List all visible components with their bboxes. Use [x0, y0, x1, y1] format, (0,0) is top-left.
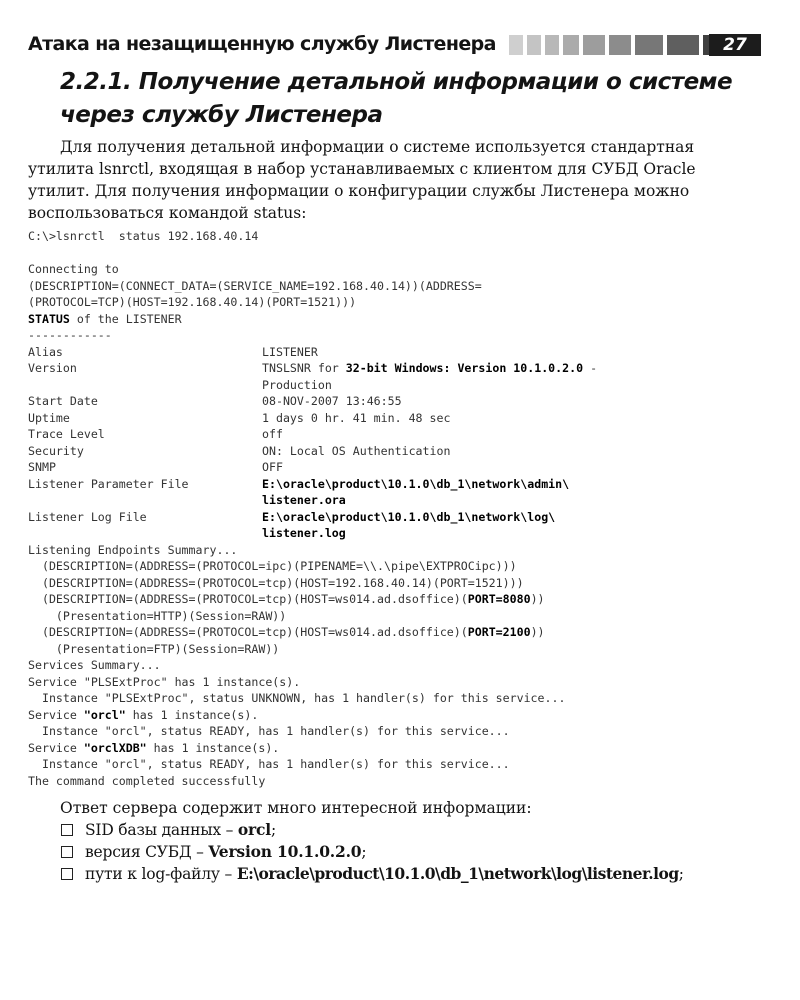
- code-key: Listener Log File: [28, 509, 147, 524]
- code-value: listener.ora: [262, 493, 346, 507]
- paragraph-line: утилита lsnrctl, входящая в набор устанавливаемых с клиентом для СУБД Oracle: [28, 160, 696, 178]
- code-line: (Presentation=FTP)(Session=RAW)): [28, 641, 280, 656]
- header-bar: [635, 35, 663, 55]
- code-value: E:\oracle\product\10.1.0\db_1\network\log\: [262, 509, 556, 524]
- code-value: OFF: [262, 460, 283, 474]
- code-text: Service: [28, 740, 84, 755]
- code-text: has 1 instance(s).: [146, 740, 280, 755]
- code-key: Trace Level: [28, 427, 105, 441]
- code-value: E:\oracle\product\10.1.0\db_1\network\admin\: [262, 476, 570, 491]
- code-value: listener.log: [262, 526, 346, 540]
- code-line: The command completed successfully: [28, 773, 266, 788]
- header-bar: [527, 35, 541, 55]
- code-text: TNSLSNR for: [262, 361, 346, 375]
- code-text: )): [530, 592, 545, 606]
- code-text: )): [530, 625, 545, 639]
- code-line: [28, 707, 728, 724]
- code-kv-line: [28, 377, 728, 394]
- code-value: LISTENER: [262, 344, 318, 359]
- code-key: Alias: [28, 344, 63, 359]
- code-value: [262, 360, 597, 377]
- code-text: Service: [28, 707, 84, 722]
- code-line: C:\>lsnrctl status 192.168.40.14: [28, 229, 259, 243]
- code-bold: "orclXDB": [83, 740, 147, 755]
- code-line: (DESCRIPTION=(ADDRESS=(PROTOCOL=tcp)(HOST=192.168.40.14)(PORT=1521))): [28, 575, 524, 590]
- code-kv-line: [28, 426, 728, 443]
- code-kv-line: [28, 525, 728, 542]
- header-bar: [509, 35, 523, 55]
- outro-paragraph: [60, 797, 750, 885]
- paragraph-line: утилит. Для получения информации о конфигурации службы Листенера можно: [28, 182, 690, 200]
- code-value: off: [262, 427, 283, 441]
- code-value: Production: [262, 377, 332, 392]
- code-value: ON: Local OS Authentication: [262, 443, 451, 458]
- section-heading: [60, 66, 760, 132]
- code-text: (DESCRIPTION=(ADDRESS=(PROTOCOL=tcp)(HOST=ws014.ad.dsoffice)(: [28, 592, 468, 606]
- paragraph-line: Для получения детальной информации о системе используется стандартная: [60, 138, 695, 156]
- checkbox-bullet-icon: [61, 846, 73, 858]
- bullet-text: ;: [270, 821, 276, 839]
- code-key: Security: [28, 443, 84, 458]
- code-line: (DESCRIPTION=(ADDRESS=(PROTOCOL=ipc)(PIPENAME=\\.\pipe\EXTPROCipc))): [28, 559, 517, 573]
- bullet-text: ;: [678, 865, 684, 883]
- code-value: 1 days 0 hr. 41 min. 48 sec: [262, 410, 451, 425]
- code-line: Connecting to: [28, 262, 119, 276]
- bullet-item: [60, 863, 750, 885]
- bullet-bold: orcl: [237, 820, 271, 839]
- code-bold: PORT=2100: [467, 625, 531, 639]
- bullet-text: пути к log-файлу –: [85, 865, 237, 883]
- section-heading-line: через службу Листенера: [60, 102, 383, 128]
- code-line: Instance "PLSExtProc", status UNKNOWN, has 1 handler(s) for this service...: [28, 691, 566, 705]
- bullet-bold: E:\oracle\product\10.1.0\db_1\network\log\listener.log: [236, 864, 679, 883]
- code-kv-line: [28, 492, 728, 509]
- code-line: Listening Endpoints Summary...: [28, 542, 238, 557]
- code-blank-line: [28, 245, 728, 262]
- code-kv-line: [28, 443, 728, 460]
- code-bold: STATUS: [28, 311, 70, 326]
- code-key: SNMP: [28, 460, 56, 474]
- header-bar: [667, 35, 699, 55]
- code-key: Listener Parameter File: [28, 476, 189, 491]
- code-line: [28, 591, 728, 608]
- code-kv-line: [28, 476, 728, 493]
- header-bar: [609, 35, 631, 55]
- bullet-bold: Version 10.1.0.2.0: [208, 842, 362, 861]
- code-line: Service "PLSExtProc" has 1 instance(s).: [28, 674, 301, 689]
- code-kv-line: [28, 459, 728, 476]
- code-value: 08-NOV-2007 13:46:55: [262, 394, 402, 408]
- code-line: [28, 624, 728, 641]
- bullet-text: SID базы данных –: [85, 821, 238, 839]
- code-key: Start Date: [28, 394, 98, 408]
- bullet-text: версия СУБД –: [85, 843, 209, 861]
- code-line: Instance "orcl", status READY, has 1 handler(s) for this service...: [28, 757, 510, 771]
- code-line: [28, 311, 728, 328]
- code-text: of the LISTENER: [69, 311, 182, 326]
- page-number: 27: [709, 34, 761, 56]
- running-header: [28, 31, 747, 58]
- code-text: -: [583, 361, 598, 375]
- header-bar: [563, 35, 579, 55]
- paragraph-line: воспользоваться командой status:: [28, 204, 307, 222]
- code-line: Services Summary...: [28, 658, 161, 672]
- paragraph-line: Ответ сервера содержит много интересной информации:: [60, 799, 532, 817]
- section-heading-line: 2.2.1. Получение детальной информации о системе: [60, 69, 733, 95]
- code-text: (DESCRIPTION=(ADDRESS=(PROTOCOL=tcp)(HOST=ws014.ad.dsoffice)(: [28, 625, 468, 639]
- code-kv-line: [28, 360, 728, 377]
- header-bar: [583, 35, 605, 55]
- code-bold: 32-bit Windows: Version 10.1.0.2.0: [345, 361, 584, 375]
- bullet-item: [60, 819, 750, 841]
- intro-paragraph: [28, 136, 731, 224]
- checkbox-bullet-icon: [61, 868, 73, 880]
- checkbox-bullet-icon: [61, 824, 73, 836]
- code-kv-line: [28, 509, 728, 526]
- code-listing: [28, 228, 728, 789]
- code-kv-line: [28, 344, 728, 361]
- code-key: Uptime: [28, 410, 70, 425]
- bullet-text: ;: [361, 843, 367, 861]
- code-key: Version: [28, 361, 77, 375]
- bullet-item: [60, 841, 750, 863]
- header-bar: [545, 35, 559, 55]
- code-line: (Presentation=HTTP)(Session=RAW)): [28, 608, 287, 623]
- code-line: (PROTOCOL=TCP)(HOST=192.168.40.14)(PORT=1521))): [28, 295, 357, 309]
- code-bold: PORT=8080: [467, 592, 531, 606]
- code-bold: "orcl": [83, 707, 126, 722]
- chapter-title: Атака на незащищенную службу Листенера: [28, 33, 496, 55]
- code-kv-line: [28, 410, 728, 427]
- code-line: Instance "orcl", status READY, has 1 handler(s) for this service...: [28, 724, 510, 738]
- code-line: (DESCRIPTION=(CONNECT_DATA=(SERVICE_NAME=192.168.40.14))(ADDRESS=: [28, 278, 482, 293]
- code-kv-line: [28, 393, 728, 410]
- code-text: has 1 instance(s).: [125, 707, 259, 722]
- code-line: ------------: [28, 328, 112, 342]
- code-line: [28, 740, 728, 757]
